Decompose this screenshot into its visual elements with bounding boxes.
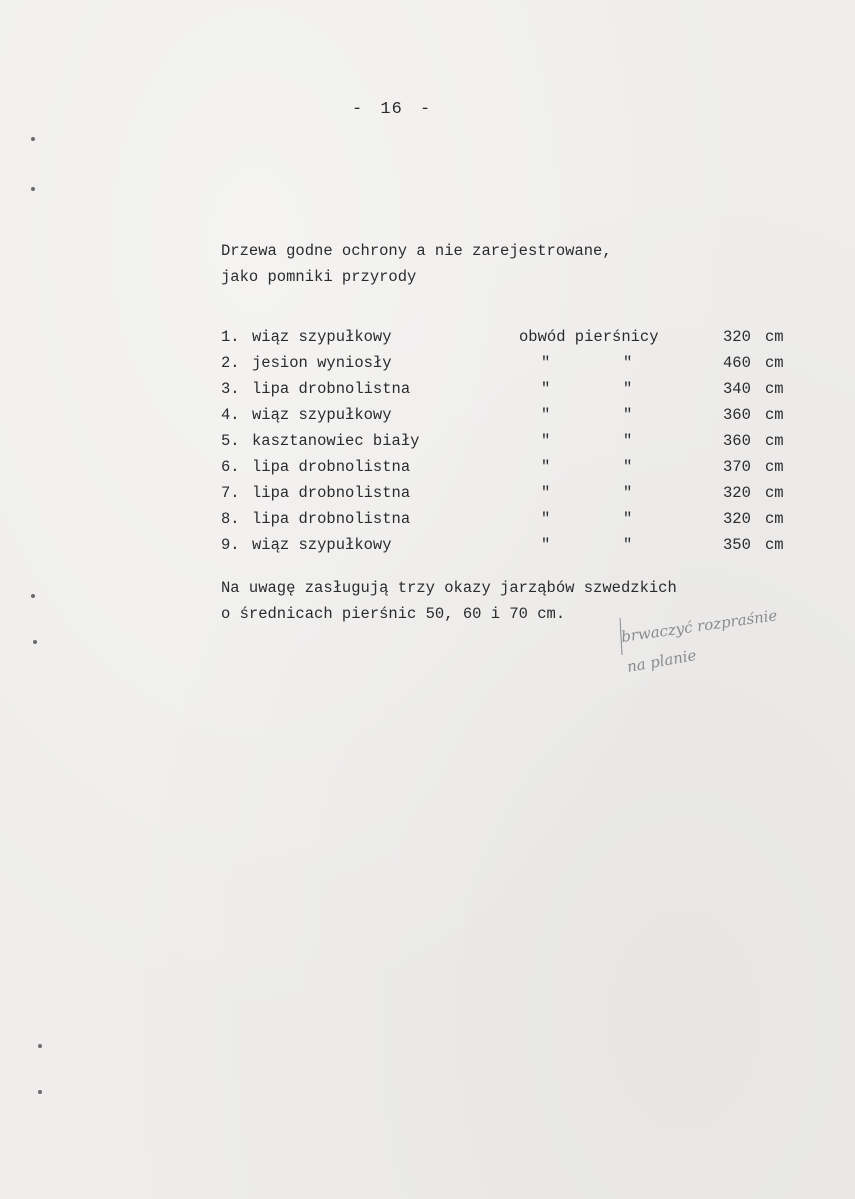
tree-name: lipa drobnolistna — [252, 458, 411, 476]
item-number: 3. — [221, 380, 240, 398]
ditto-mark: " — [541, 432, 551, 450]
measure-unit: cm — [765, 406, 784, 424]
item-number: 5. — [221, 432, 240, 450]
note-line-1: Na uwagę zasługują trzy okazy jarząbów szwedzkich — [221, 579, 677, 597]
measure-unit: cm — [765, 484, 784, 502]
ditto-mark: " — [623, 380, 633, 398]
ditto-mark: " — [541, 406, 551, 424]
heading-line-2: jako pomniki przyrody — [221, 268, 417, 286]
tree-name: lipa drobnolistna — [252, 380, 411, 398]
binder-hole-mark — [33, 640, 37, 644]
measure-value: 340 — [723, 380, 751, 398]
measure-unit: cm — [765, 380, 784, 398]
item-number: 8. — [221, 510, 240, 528]
item-number: 1. — [221, 328, 240, 346]
item-number: 4. — [221, 406, 240, 424]
note-line-2: o średnicach pierśnic 50, 60 i 70 cm. — [221, 605, 566, 623]
tree-name: kasztanowiec biały — [252, 432, 420, 450]
ditto-mark: " — [623, 484, 633, 502]
list-item — [221, 350, 801, 376]
ditto-mark: " — [541, 484, 551, 502]
measure-value: 320 — [723, 328, 751, 346]
tree-name: lipa drobnolistna — [252, 484, 411, 502]
list-item — [221, 428, 801, 454]
list-item — [221, 324, 801, 350]
page-number: - 16 - — [352, 100, 432, 119]
ditto-mark: " — [541, 536, 551, 554]
handwritten-line-1: brwaczyć rozpraśnie — [620, 606, 779, 646]
tree-name: wiąz szypułkowy — [252, 406, 392, 424]
item-number: 2. — [221, 354, 240, 372]
section-heading — [221, 238, 612, 290]
item-number: 7. — [221, 484, 240, 502]
ditto-mark: " — [623, 510, 633, 528]
binder-hole-mark — [31, 187, 35, 191]
ditto-mark: " — [541, 380, 551, 398]
ditto-mark: " — [623, 536, 633, 554]
measure-value: 320 — [723, 510, 751, 528]
measure-unit: cm — [765, 536, 784, 554]
measure-label: obwód pierśnicy — [519, 328, 659, 346]
ditto-mark: " — [623, 354, 633, 372]
measure-unit: cm — [765, 328, 784, 346]
measure-unit: cm — [765, 354, 784, 372]
list-item — [221, 532, 801, 558]
measure-unit: cm — [765, 510, 784, 528]
tree-name: lipa drobnolistna — [252, 510, 411, 528]
binder-hole-mark — [31, 137, 35, 141]
tree-name: wiąz szypułkowy — [252, 328, 392, 346]
list-item — [221, 376, 801, 402]
ditto-mark: " — [623, 432, 633, 450]
measure-value: 460 — [723, 354, 751, 372]
ditto-mark: " — [541, 458, 551, 476]
measure-value: 370 — [723, 458, 751, 476]
list-item — [221, 480, 801, 506]
ditto-mark: " — [623, 406, 633, 424]
list-item — [221, 402, 801, 428]
item-number: 9. — [221, 536, 240, 554]
ditto-mark: " — [541, 510, 551, 528]
measure-unit: cm — [765, 432, 784, 450]
measure-unit: cm — [765, 458, 784, 476]
list-item — [221, 506, 801, 532]
binder-hole-mark — [31, 594, 35, 598]
tree-list — [221, 324, 801, 558]
tree-name: jesion wyniosły — [252, 354, 392, 372]
binder-hole-mark — [38, 1090, 42, 1094]
measure-value: 360 — [723, 432, 751, 450]
tree-name: wiąz szypułkowy — [252, 536, 392, 554]
measure-value: 320 — [723, 484, 751, 502]
ditto-mark: " — [541, 354, 551, 372]
binder-hole-mark — [38, 1044, 42, 1048]
item-number: 6. — [221, 458, 240, 476]
measure-value: 360 — [723, 406, 751, 424]
measure-value: 350 — [723, 536, 751, 554]
heading-line-1: Drzewa godne ochrony a nie zarejestrowane, — [221, 242, 612, 260]
handwritten-line-2: na planie — [625, 646, 698, 676]
handwritten-annotation — [600, 600, 845, 690]
ditto-mark: " — [623, 458, 633, 476]
list-item — [221, 454, 801, 480]
